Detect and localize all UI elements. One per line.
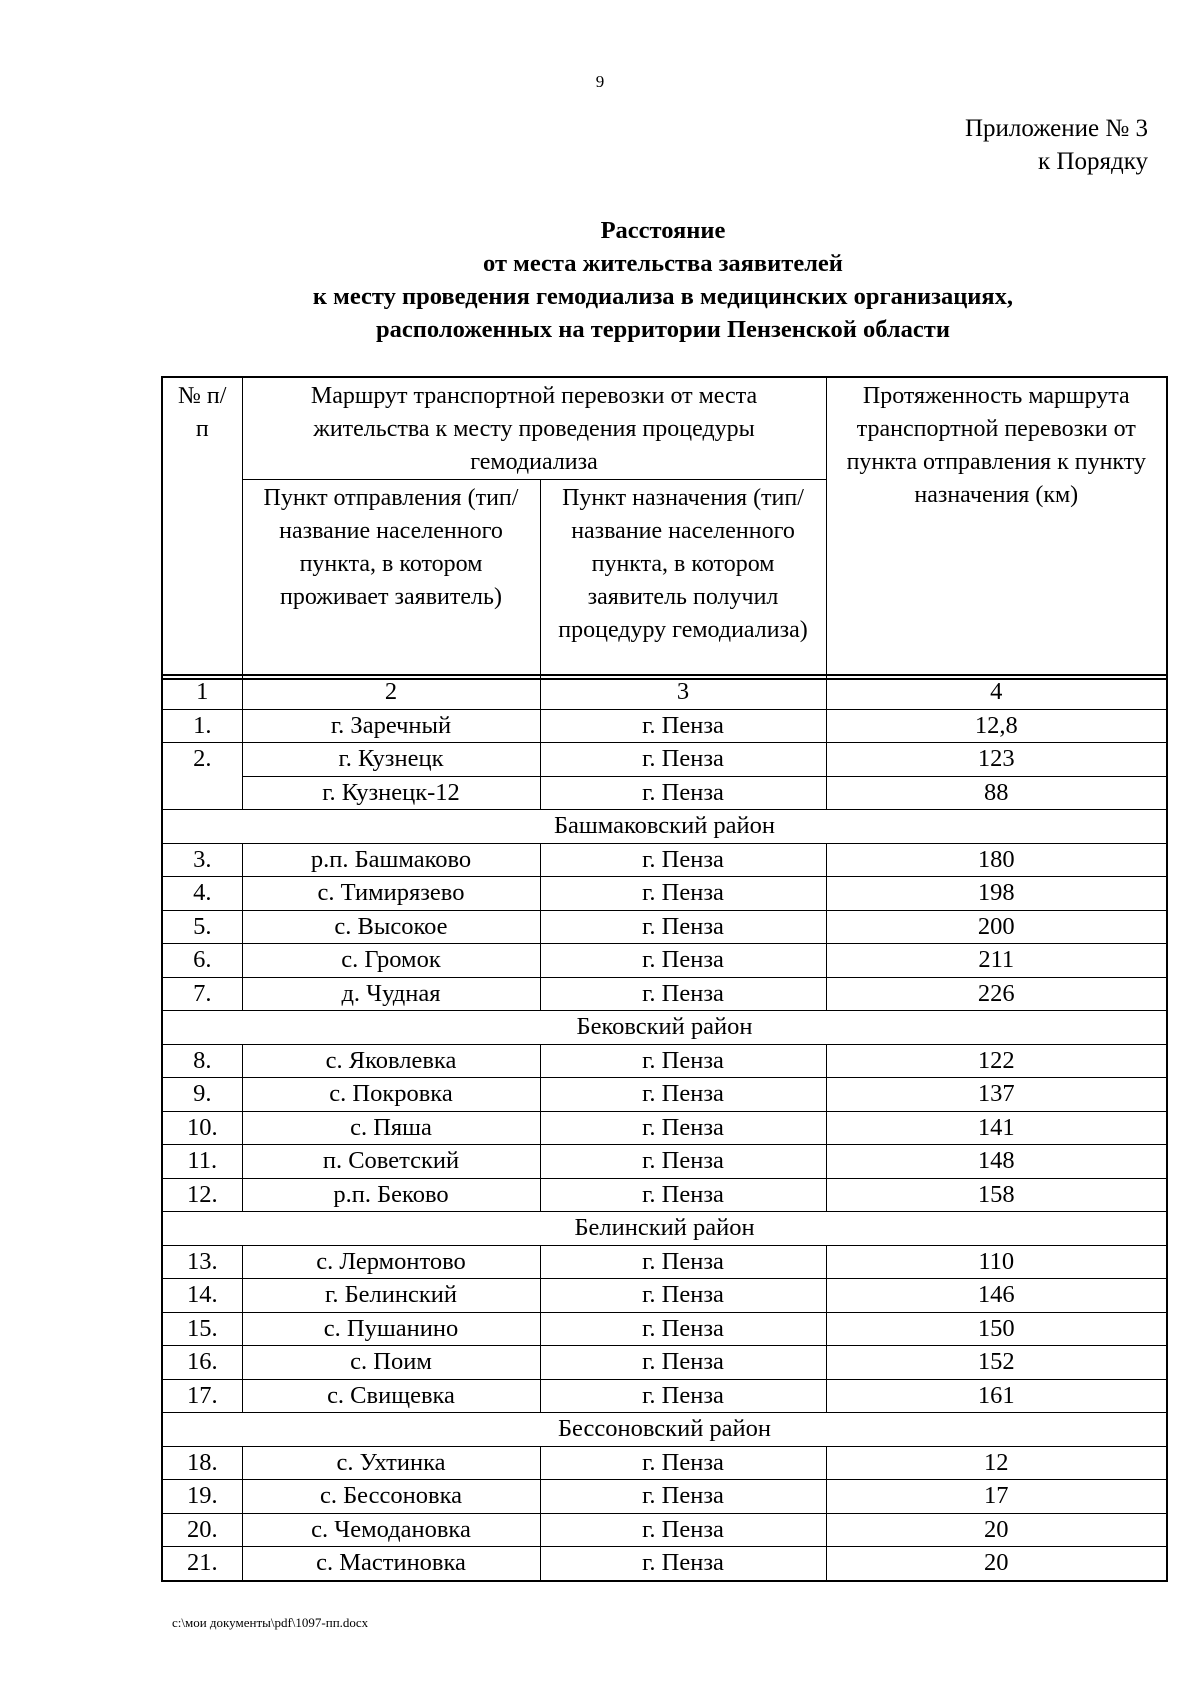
table-row	[162, 1245, 1167, 1279]
table-row	[162, 1044, 1167, 1078]
table-row	[162, 1480, 1167, 1514]
distance-cell: 148	[826, 1145, 1167, 1179]
row-number: 19.	[162, 1480, 242, 1514]
departure-cell: с. Мастиновка	[242, 1547, 540, 1581]
distance-cell: 17	[826, 1480, 1167, 1514]
departure-cell: г. Кузнецк	[242, 743, 540, 777]
column-number: 3	[540, 675, 826, 709]
table-row	[162, 1145, 1167, 1179]
distance-cell: 122	[826, 1044, 1167, 1078]
departure-cell: с. Бессоновка	[242, 1480, 540, 1514]
table-row	[162, 1312, 1167, 1346]
table-row	[162, 877, 1167, 911]
departure-cell: п. Советский	[242, 1145, 540, 1179]
distance-cell: 180	[826, 843, 1167, 877]
row-number: 11.	[162, 1145, 242, 1179]
departure-cell: с. Высокое	[242, 910, 540, 944]
departure-cell: с. Покровка	[242, 1078, 540, 1112]
header-destination: Пункт назначения (тип/название населенного пункта, в котором заявитель получил процедуру гемодиализа)	[540, 480, 826, 680]
district-row	[162, 810, 1167, 844]
distance-cell: 200	[826, 910, 1167, 944]
table-row	[162, 1346, 1167, 1380]
distance-table	[161, 674, 1168, 1582]
destination-cell: г. Пенза	[540, 1446, 826, 1480]
district-name: Бессоновский район	[162, 1413, 1167, 1447]
departure-cell: р.п. Башмаково	[242, 843, 540, 877]
table-header	[161, 376, 1168, 680]
destination-cell: г. Пенза	[540, 877, 826, 911]
destination-cell: г. Пенза	[540, 1513, 826, 1547]
district-name: Башмаковский район	[162, 810, 1167, 844]
title-line: от места жительства заявителей	[483, 250, 843, 277]
departure-cell: с. Чемодановка	[242, 1513, 540, 1547]
title-line: к месту проведения гемодиализа в медицинских организациях,	[312, 283, 1014, 310]
row-number: 16.	[162, 1346, 242, 1380]
distance-cell: 20	[826, 1513, 1167, 1547]
header-route: Маршрут транспортной перевозки от места жительства к месту проведения процедуры гемодиализа	[242, 377, 826, 480]
row-number: 18.	[162, 1446, 242, 1480]
destination-cell: г. Пенза	[540, 1379, 826, 1413]
distance-cell: 12,8	[826, 709, 1167, 743]
destination-cell: г. Пенза	[540, 977, 826, 1011]
row-number: 1.	[162, 709, 242, 743]
header-departure: Пункт отправления (тип/название населенного пункта, в котором проживает заявитель)	[242, 480, 540, 680]
row-number: 8.	[162, 1044, 242, 1078]
table-row	[162, 1446, 1167, 1480]
distance-cell: 110	[826, 1245, 1167, 1279]
destination-cell: г. Пенза	[540, 1312, 826, 1346]
row-number: 20.	[162, 1513, 242, 1547]
distance-cell: 146	[826, 1279, 1167, 1313]
departure-cell: г. Заречный	[242, 709, 540, 743]
distance-cell: 123	[826, 743, 1167, 777]
destination-cell: г. Пенза	[540, 1078, 826, 1112]
title-line: расположенных на территории Пензенской области	[376, 316, 950, 343]
destination-cell: г. Пенза	[540, 910, 826, 944]
row-number: 21.	[162, 1547, 242, 1581]
district-name: Белинский район	[162, 1212, 1167, 1246]
distance-cell: 150	[826, 1312, 1167, 1346]
departure-cell: г. Белинский	[242, 1279, 540, 1313]
column-number: 1	[162, 675, 242, 709]
distance-cell: 158	[826, 1178, 1167, 1212]
departure-cell: с. Тимирязево	[242, 877, 540, 911]
destination-cell: г. Пенза	[540, 1178, 826, 1212]
distance-cell: 152	[826, 1346, 1167, 1380]
distance-cell: 12	[826, 1446, 1167, 1480]
table-row	[162, 1513, 1167, 1547]
destination-cell: г. Пенза	[540, 1245, 826, 1279]
row-number: 14.	[162, 1279, 242, 1313]
departure-cell: с. Пяша	[242, 1111, 540, 1145]
table-row	[162, 1279, 1167, 1313]
row-number: 2.	[162, 743, 242, 810]
district-name: Бековский район	[162, 1011, 1167, 1045]
departure-cell: д. Чудная	[242, 977, 540, 1011]
destination-cell: г. Пенза	[540, 1044, 826, 1078]
table-row	[162, 743, 1167, 777]
row-number: 10.	[162, 1111, 242, 1145]
column-number: 2	[242, 675, 540, 709]
district-row	[162, 1011, 1167, 1045]
page-number: 9	[595, 72, 605, 91]
table-row	[162, 1111, 1167, 1145]
destination-cell: г. Пенза	[540, 1547, 826, 1581]
header-length: Протяженность маршрута транспортной перевозки от пункта отправления к пункту назначения (км)	[826, 377, 1167, 679]
row-number: 6.	[162, 944, 242, 978]
distance-cell: 137	[826, 1078, 1167, 1112]
departure-cell: с. Ухтинка	[242, 1446, 540, 1480]
table-row	[162, 709, 1167, 743]
destination-cell: г. Пенза	[540, 743, 826, 777]
destination-cell: г. Пенза	[540, 1480, 826, 1514]
destination-cell: г. Пенза	[540, 1279, 826, 1313]
table-row	[162, 1178, 1167, 1212]
district-row	[162, 1212, 1167, 1246]
column-number-row	[162, 675, 1167, 709]
row-number: 15.	[162, 1312, 242, 1346]
departure-cell: р.п. Беково	[242, 1178, 540, 1212]
destination-cell: г. Пенза	[540, 843, 826, 877]
appendix-line: к Порядку	[1038, 148, 1148, 175]
departure-cell: с. Поим	[242, 1346, 540, 1380]
destination-cell: г. Пенза	[540, 944, 826, 978]
row-number: 12.	[162, 1178, 242, 1212]
row-number: 5.	[162, 910, 242, 944]
row-number: 3.	[162, 843, 242, 877]
table-row	[162, 776, 1167, 810]
table-row	[162, 977, 1167, 1011]
row-number: 17.	[162, 1379, 242, 1413]
distance-cell: 198	[826, 877, 1167, 911]
table-row	[162, 1547, 1167, 1581]
table-row	[162, 1379, 1167, 1413]
row-number: 9.	[162, 1078, 242, 1112]
distance-cell: 226	[826, 977, 1167, 1011]
file-path-footer: c:\мои документы\pdf\1097-пп.docx	[172, 1615, 369, 1630]
row-number: 4.	[162, 877, 242, 911]
distance-cell: 141	[826, 1111, 1167, 1145]
departure-cell: г. Кузнецк-12	[242, 776, 540, 810]
district-row	[162, 1413, 1167, 1447]
appendix-heading	[965, 112, 1148, 178]
departure-cell: с. Громок	[242, 944, 540, 978]
departure-cell: с. Пушанино	[242, 1312, 540, 1346]
title-line: Расстояние	[600, 217, 726, 244]
appendix-line: Приложение № 3	[964, 115, 1148, 142]
distance-cell: 161	[826, 1379, 1167, 1413]
destination-cell: г. Пенза	[540, 1145, 826, 1179]
table-row	[162, 944, 1167, 978]
destination-cell: г. Пенза	[540, 1111, 826, 1145]
destination-cell: г. Пенза	[540, 1346, 826, 1380]
destination-cell: г. Пенза	[540, 776, 826, 810]
table-row	[162, 1078, 1167, 1112]
departure-cell: с. Лермонтово	[242, 1245, 540, 1279]
distance-cell: 211	[826, 944, 1167, 978]
distance-cell: 88	[826, 776, 1167, 810]
header-num: № п/п	[162, 377, 242, 679]
distance-cell: 20	[826, 1547, 1167, 1581]
table-row	[162, 843, 1167, 877]
document-title	[160, 214, 1166, 346]
row-number: 13.	[162, 1245, 242, 1279]
row-number: 7.	[162, 977, 242, 1011]
departure-cell: с. Яковлевка	[242, 1044, 540, 1078]
departure-cell: с. Свищевка	[242, 1379, 540, 1413]
column-number: 4	[826, 675, 1167, 709]
table-row	[162, 910, 1167, 944]
destination-cell: г. Пенза	[540, 709, 826, 743]
